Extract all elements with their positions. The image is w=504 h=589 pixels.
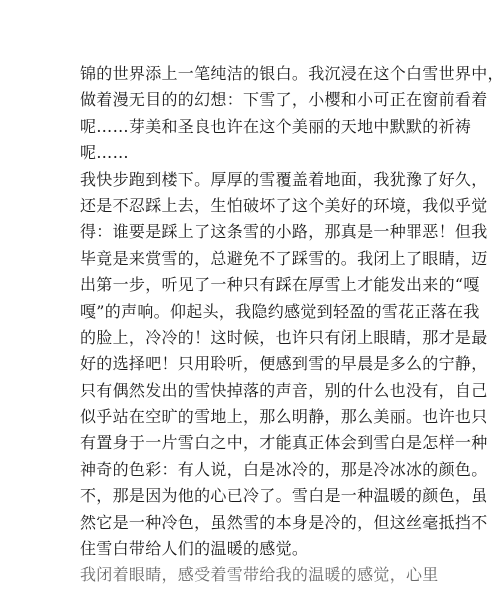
text-line: 住雪白带给人们的温暖的感觉。	[80, 539, 309, 559]
text-line: 做着漫无目的的幻想：下雪了，小樱和小可正在窗前看着	[80, 90, 488, 110]
text-line: 的脸上，冷冷的！这时候，也许只有闭上眼睛，那才是最	[80, 327, 488, 347]
text-line: 不，那是因为他的心已冷了。雪白是一种温暖的颜色，虽	[80, 486, 488, 506]
text-line: 呢……	[80, 143, 129, 163]
text-line: 似乎站在空旷的雪地上，那么明静，那么美丽。也许也只	[80, 407, 488, 427]
text-line: 出第一步，听见了一种只有踩在厚雪上才能发出来的“嘎	[80, 275, 480, 295]
text-line: 还是不忍踩上去，生怕破坏了这个美好的环境，我似乎觉	[80, 195, 488, 215]
text-line: 只有偶然发出的雪快掉落的声音，别的什么也没有，自己	[80, 380, 488, 400]
text-line: 得：谁要是踩上了这条雪的小路，那真是一种罪恶！但我	[80, 222, 488, 242]
text-line: 嘎”的声响。仰起头，我隐约感觉到轻盈的雪花正落在我	[80, 301, 480, 321]
text-line: 神奇的色彩：有人说，白是冰冷的，那是冷冰冰的颜色。	[80, 459, 488, 479]
text-line: 毕竟是来赏雪的，总避免不了踩雪的。我闭上了眼睛，迈	[80, 248, 488, 268]
text-line: 呢……芽美和圣良也许在这个美丽的天地中默默的祈祷	[80, 116, 472, 136]
text-line: 然它是一种冷色，虽然雪的本身是冷的，但这丝毫抵挡不	[80, 512, 488, 532]
text-line: 好的选择吧！只用聆听，便感到雪的早晨是多么的宁静，	[80, 354, 488, 374]
text-line: 有置身于一片雪白之中，才能真正体会到雪白是怎样一种	[80, 433, 488, 453]
text-line: 锦的世界添上一笔纯洁的银白。我沉浸在这个白雪世界中，	[80, 64, 504, 83]
essay-text	[80, 61, 504, 585]
text-line: 我快步跑到楼下。厚厚的雪覆盖着地面，我犹豫了好久，	[80, 169, 488, 189]
text-line-cut-off: 我闭着眼睛，感受着雪带给我的温暖的感觉，心里	[80, 565, 439, 585]
